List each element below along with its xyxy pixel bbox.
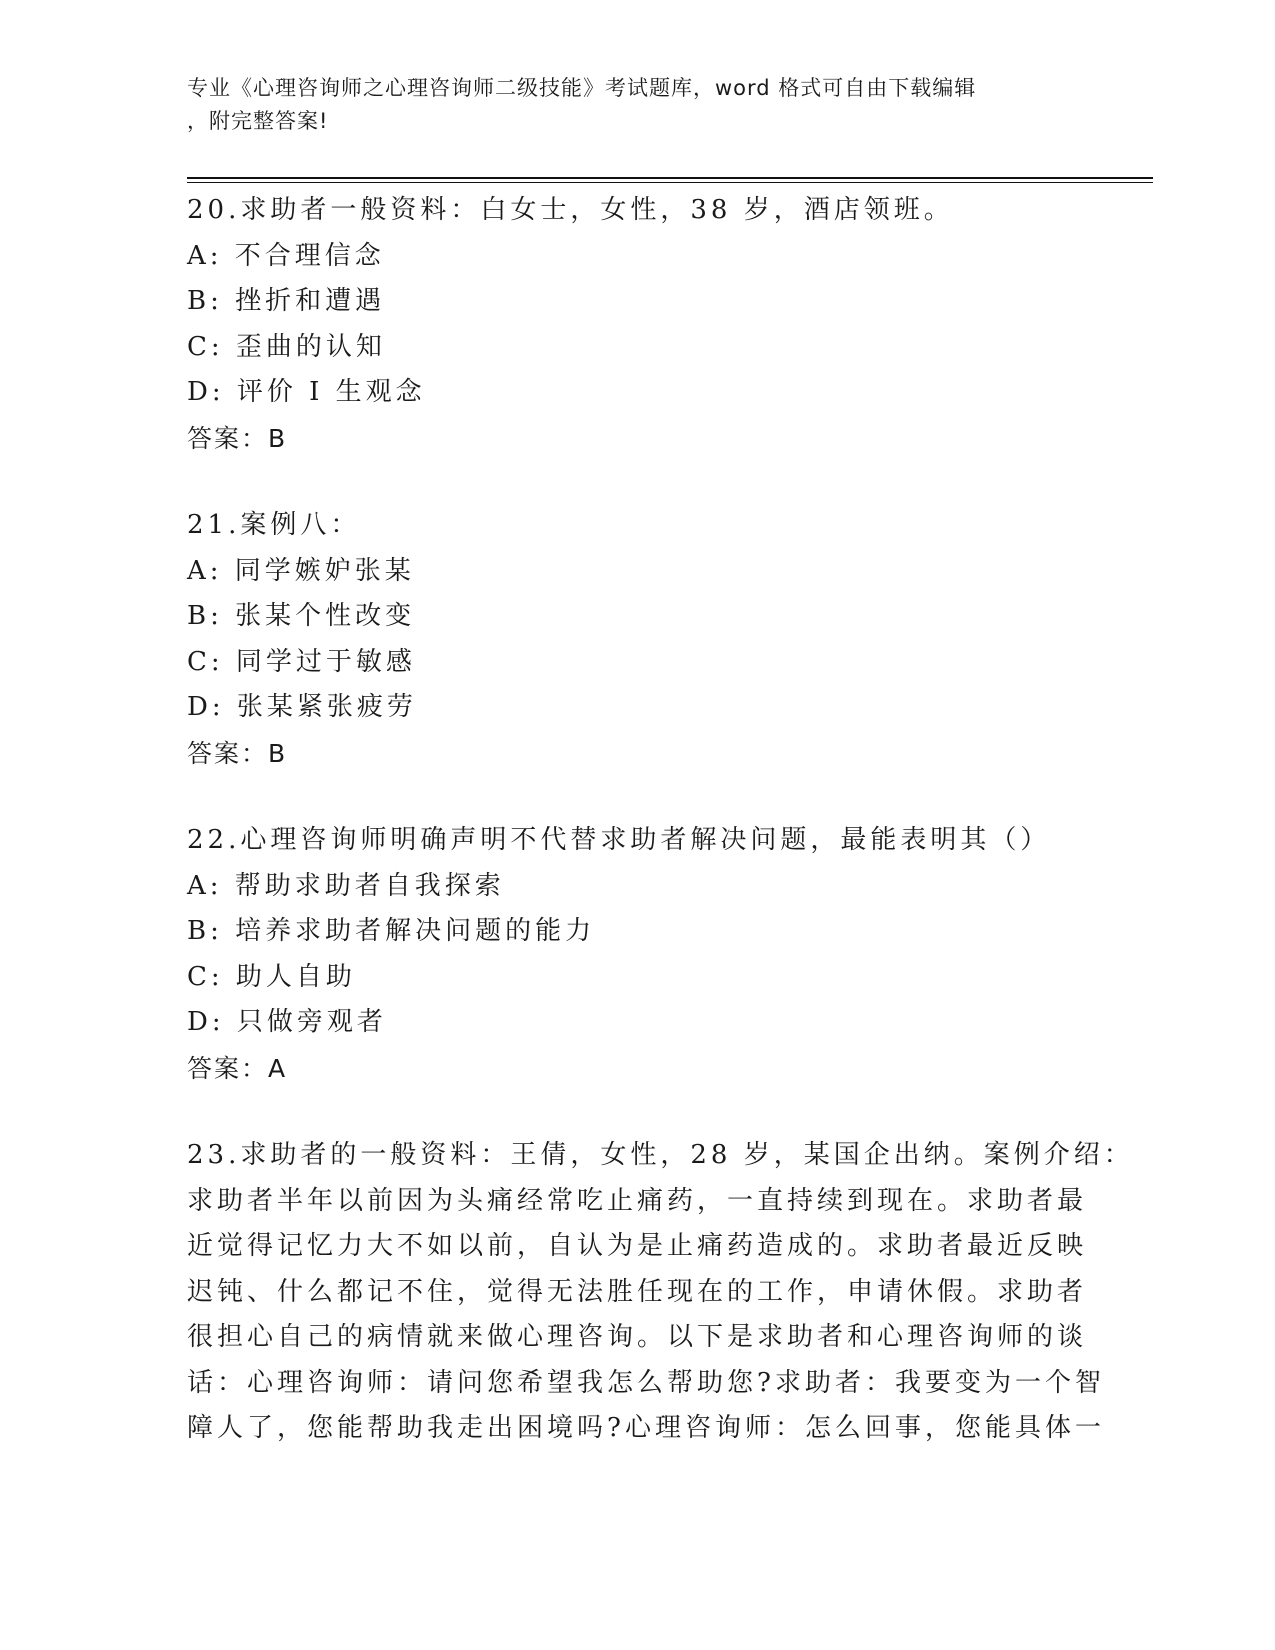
question-stem: 22.心理咨询师明确声明不代替求助者解决问题，最能表明其（） [187, 825, 1051, 855]
option-c: C: 助人自助 [187, 961, 356, 992]
option-b: B: 张某个性改变 [187, 601, 416, 631]
header-divider-thin [187, 182, 1153, 183]
option-a: A: 同学嫉妒张某 [187, 555, 415, 586]
question-22 [187, 818, 1067, 1091]
question-23-line-1: 23.求助者的一般资料：王倩，女性，28 岁，某国企出纳。案例介绍： [187, 1140, 1134, 1170]
option-c: C: 歪曲的认知 [187, 331, 386, 362]
document-header [187, 72, 1067, 138]
question-stem: 20.求助者一般资料：白女士，女性，38 岁，酒店领班。 [187, 195, 954, 225]
question-23-line-2: 求助者半年以前因为头痛经常吃止痛药，一直持续到现在。求助者最 [187, 1185, 1088, 1216]
option-d: D: 张某紧张疲劳 [187, 692, 417, 722]
question-stem: 21.案例八： [187, 510, 361, 540]
header-line-2: ，附完整答案! [187, 109, 329, 133]
option-c: C: 同学过于敏感 [187, 646, 416, 677]
header-divider-thick [187, 177, 1153, 179]
question-23-line-4: 迟钝、什么都记不住，觉得无法胜任现在的工作，申请休假。求助者 [187, 1276, 1088, 1307]
option-a: A: 不合理信念 [187, 240, 385, 271]
option-a: A: 帮助求助者自我探索 [187, 870, 505, 901]
answer: 答案：B [187, 738, 288, 768]
answer: 答案：A [187, 1053, 288, 1083]
header-line-1: 专业《心理咨询师之心理咨询师二级技能》考试题库，word 格式可自由下载编辑 [187, 76, 977, 100]
question-23-line-7: 障人了，您能帮助我走出困境吗?心理咨询师：怎么回事，您能具体一 [187, 1413, 1105, 1443]
question-21 [187, 503, 1067, 776]
answer: 答案：B [187, 423, 288, 453]
question-20 [187, 188, 1067, 461]
question-23-line-3: 近觉得记忆力大不如以前，自认为是止痛药造成的。求助者最近反映 [187, 1231, 1088, 1261]
question-23-line-5: 很担心自己的病情就来做心理咨询。以下是求助者和心理咨询师的谈 [187, 1322, 1088, 1352]
question-23-line-6: 话：心理咨询师：请问您希望我怎么帮助您?求助者：我要变为一个智 [187, 1367, 1105, 1398]
option-b: B: 培养求助者解决问题的能力 [187, 916, 596, 946]
option-d: D: 只做旁观者 [187, 1007, 387, 1037]
option-b: B: 挫折和遭遇 [187, 286, 386, 316]
option-d: D: 评价 I 生观念 [187, 377, 426, 407]
question-23 [187, 1133, 1134, 1452]
